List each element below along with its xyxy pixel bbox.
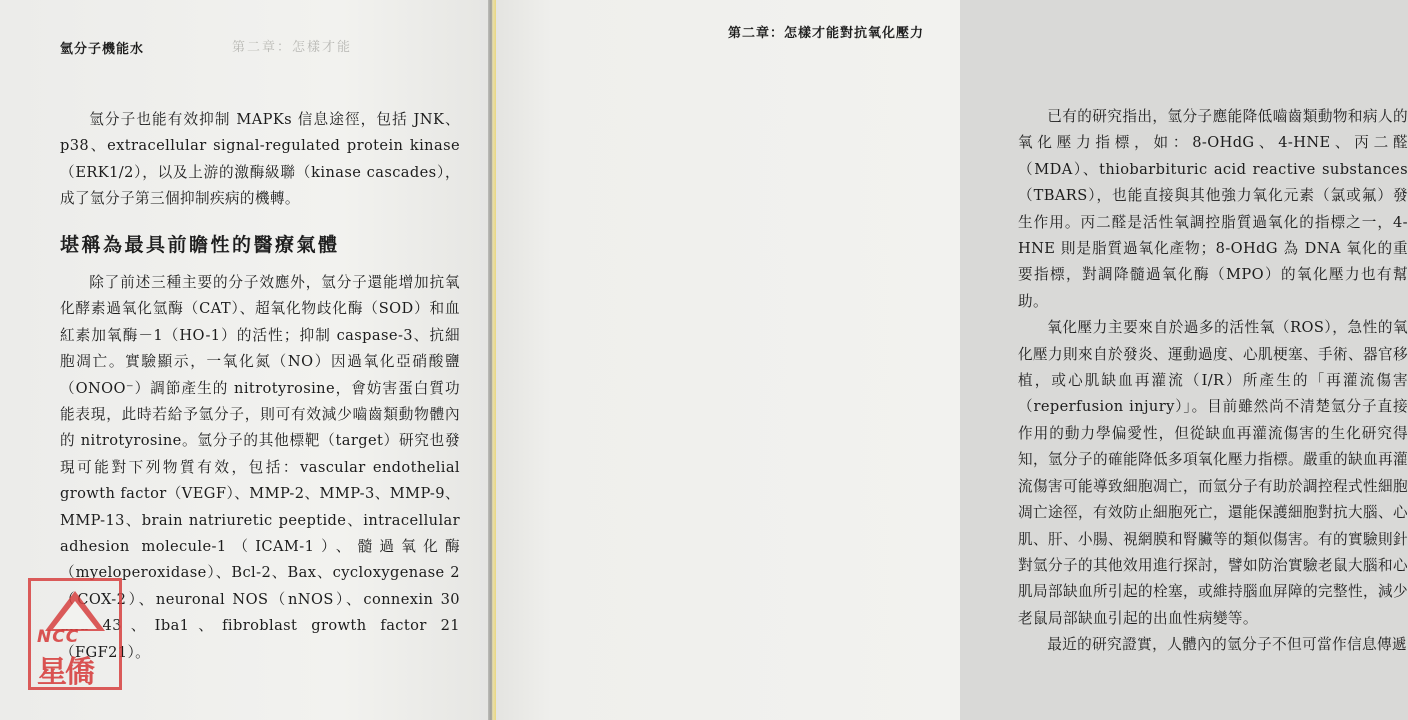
right-paragraph-2: 氧化壓力主要來自於過多的活性氧（ROS），急性的氧化壓力則來自於發炎、運動過度、心肌梗塞、手術、器官移植，或心肌缺血再灌流（I/R）所產生的「再灌流傷害（reperfusion injury）」。目前雖然尚不清楚氫分子直接作用的動力學偏愛性，但從缺血再灌流傷害的生化研究得知，氫分子的確能降低多項氧化壓力指標。嚴重的缺血再灌流傷害可能導致細胞凋亡，而氫分子有助於調控程式性細胞凋亡途徑，有效防止細胞死亡，還能保護細胞對抗大腦、心肌、肝、小腸、視網膜和腎臟等的類似傷害。有的實驗則針對氫分子的其他效用進行探討，譬如防治實驗老鼠大腦和心肌局部缺血所引起的栓塞，或維持腦血屏障的完整性，減少老鼠局部缺血引起的出血性病變等。 xyxy=(1018,319,1408,627)
left-running-head: 氫分子機能水 xyxy=(60,42,145,57)
right-text-block xyxy=(1018,104,1408,659)
intro-paragraph: 氫分子也能有效抑制 MAPKs 信息途徑，包括 JNK、p38、extracellular signal-regulated protein kinase（ERK1/2），以及上游的激酶級聯（kinase cascades），成了氫分子第三個抑制疾病的機轉。 xyxy=(60,111,460,208)
stamp-latin-text: NCC xyxy=(37,627,80,647)
bleed-through-head: 第二章：怎樣才能 xyxy=(232,40,353,55)
book-gutter xyxy=(488,0,496,720)
intro-paragraph-block xyxy=(60,107,460,213)
right-paragraph-1: 已有的研究指出，氫分子應能降低嚙齒類動物和病人的氧化壓力指標，如：8-OHdG、4-HNE、丙二醛（MDA）、thiobarbituric acid reactive substances（TBARS），也能直接與其他強力氧化元素（氯或氟）發生作用。丙二醛是活性氧調控脂質過氧化的指標之一，4-HNE 則是脂質過氧化產物；8-OHdG 為 DNA 氧化的重要指標，對調降髓過氧化酶（MPO）的氧化壓力也有幫助。 xyxy=(1018,108,1408,310)
watermark-stamp xyxy=(28,578,122,690)
right-running-head: 第二章：怎樣才能對抗氧化壓力 xyxy=(727,26,924,41)
right-paragraph-3: 最近的研究證實，人體內的氫分子不但可當作信息傳遞 xyxy=(1047,636,1408,654)
stamp-cjk-text: 星僑 xyxy=(37,655,93,690)
section-heading: 堪稱為最具前瞻性的醫療氣體 xyxy=(60,234,340,256)
body-paragraph: 除了前述三種主要的分子效應外，氫分子還能增加抗氧化酵素過氧化氫酶（CAT）、超氧化物歧化酶（SOD）和血紅素加氧酶－1（HO-1）的活性；抑制 caspase-3、抗細胞凋亡。實驗顯示，一氧化氮（NO）因過氧化亞硝酸鹽（ONOO⁻）調節產生的 nitrotyrosine，會妨害蛋白質功能表現，此時若給予氫分子，則可有效減少嚙齒類動物體內的 nitrotyrosine。氫分子的其他標靶（target）研究也發現可能對下列物質有效，包括：vascular endothelial growth factor（VEGF）、MMP-2、MMP-3、MMP-9、MMP-13、brain natriuretic peeptide、intracellular adhesion molecule-1（ICAM-1）、髓過氧化酶（myeloperoxidase）、Bcl-2、Bax、cycloxygenase 2（COX-2）、neuronal NOS（nNOS）、connexin 30 and 43、Iba1、fibroblast growth factor 21（FGF21）。 xyxy=(60,274,460,661)
right-page xyxy=(496,0,1408,720)
left-page xyxy=(0,0,488,720)
